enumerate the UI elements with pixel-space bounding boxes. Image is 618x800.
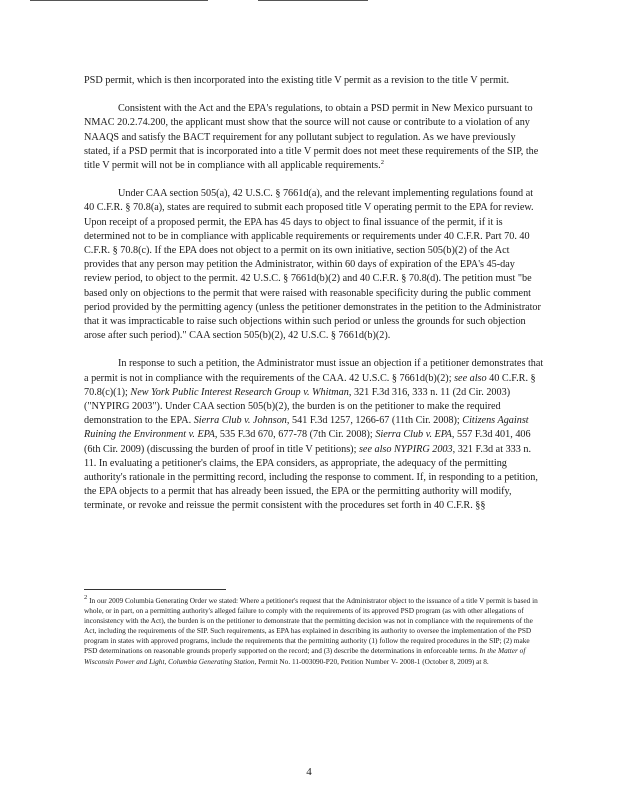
p4-case-nypirg: New York Public Interest Research Group v. Whitman bbox=[130, 386, 349, 398]
p4-text-9: , 535 F.3d 670, 677-78 (7th Cir. 2008); bbox=[214, 429, 376, 441]
footnote-number: 2 bbox=[84, 594, 88, 601]
page-number: 4 bbox=[306, 766, 312, 778]
footnote-case-title: In the Matter of Wisconsin Power and Light, Columbia Generating Station bbox=[84, 646, 526, 666]
paragraph-2-text: Consistent with the Act and the EPA's regulations, to obtain a PSD permit in New Mexico pursuant to NMAC 20.2.74.200, the applicant must show that the source will not cause or contribute to a violation of any NAAQS and satisfy the BACT requirement for any pollutant subject to regulation. As we have previously stated, if a PSD permit that is incorporated into a title V permit does not meet these requirements of the SIP, the title V permit will not be in compliance with all applicable requirements. bbox=[84, 103, 539, 172]
footnote-2 bbox=[84, 596, 544, 667]
header-rule-right bbox=[258, 0, 368, 1]
header-rule-left bbox=[30, 0, 208, 1]
footnote-ref-2[interactable]: 2 bbox=[380, 159, 384, 167]
paragraph-2 bbox=[84, 102, 544, 173]
footnote-2-text bbox=[84, 596, 544, 667]
p4-italic-nypirg-2003: see also NYPIRG 2003 bbox=[358, 443, 453, 455]
footnote-separator bbox=[84, 589, 226, 590]
p4-text-5: , 321 F.3d 316, 333 n. 11 (2d Cir. 2003) ("NYPIRG 2003"). Under CAA section 505(b)(2), the burden is on the petitioner to make the required demonstration to the EPA. bbox=[84, 386, 511, 427]
footnote-text-1: In our 2009 Columbia Generating Order we stated: Where a petitioner's request that the Administrator object to the issuance of a title V permit is based in whole, or in part, on a permitting authority's alleged failure to comply with the requirements of its approved PSD program (as with other allegations of inconsistency with the Act), the burden is on the petitioner to demonstrate that the permitting decision was not in compliance with the requirements of the Act, including the requirements of the SIP. Such requirements, as EPA has explained in describing its authority to oversee the implementation of the PSD program in states with approved programs, include the requirements that the permitting authority (1) follow the required procedures in the SIP; (2) make PSD determinations on reasonable grounds properly supported on the record; and (3) describe the determinations in enforceable terms. bbox=[84, 596, 538, 656]
paragraph-4 bbox=[84, 357, 544, 513]
p4-case-sierra-johnson: Sierra Club v. Johnson bbox=[193, 415, 287, 427]
p4-text-7: , 541 F.3d 1257, 1266-67 (11th Cir. 2008); bbox=[286, 415, 463, 427]
p4-text-13: , 321 F.3d at 333 n. 11. In evaluating a petitioner's claims, the EPA considers, as appropriate, the adequacy of the permitting authority's rationale in the permitting record, including the response to comment. If, in responding to a petition, the EPA objects to a permit that has already been issued, the EPA or the permitting authority will modify, terminate, or revoke and reissue the permit consistent with the procedures set forth in 40 C.F.R. §§ bbox=[84, 443, 538, 512]
paragraph-1: PSD permit, which is then incorporated into the existing title V permit as a revision to the title V permit. bbox=[84, 75, 510, 86]
p4-text-11: , 557 F.3d 401, 406 (6th Cir. 2009) (discussing the burden of proof in title V petitions); bbox=[84, 429, 531, 455]
paragraph-3: Under CAA section 505(a), 42 U.S.C. § 7661d(a), and the relevant implementing regulations found at 40 C.F.R. § 70.8(a), states are required to submit each proposed title V operating permit to the EPA for review. Upon receipt of a proposed permit, the EPA has 45 days to object to final issuance of the permit, if it is determined not to be in compliance with applicable requirements or requirements under 40 C.F.R. Part 70. 40 C.F.R. § 70.8(c). If the EPA does not object to a permit on its own initiative, section 505(b)(2) of the Act provides that any person may petition the Administrator, within 60 days of expiration of the EPA's 45-day review period, to object to the permit. 42 U.S.C. § 7661d(b)(2) and 40 C.F.R. § 70.8(d). The petition must "be based only on objections to the permit that were raised with reasonable specificity during the public comment period provided by the permitting agency (unless the petitioner demonstrates in the petition to the Administrator that it was impracticable to raise such objections within such period or unless the grounds for such objection arose after such period)." CAA section 505(b)(2), 42 U.S.C. § 7661d(b)(2). bbox=[84, 188, 541, 342]
page-body bbox=[84, 74, 544, 528]
p4-italic-see-also: see also bbox=[454, 372, 487, 384]
p4-text-3: 40 C.F.R. § 70.8(c)(1); bbox=[84, 372, 536, 398]
p4-case-sierra-epa: Sierra Club v. EPA bbox=[375, 429, 452, 441]
p4-text-1: In response to such a petition, the Administrator must issue an objection if a petitioner demonstrates that a permit is not in compliance with the requirements of the CAA. 42 U.S.C. § 7661d(b)(2); bbox=[84, 358, 544, 384]
p4-case-citizens: Citizens Against Ruining the Environment v. EPA bbox=[84, 415, 529, 441]
footnote-text-3: , Permit No. 11-003090-P20, Petition Number V- 2008-1 (October 8, 2009) at 8. bbox=[254, 656, 489, 666]
